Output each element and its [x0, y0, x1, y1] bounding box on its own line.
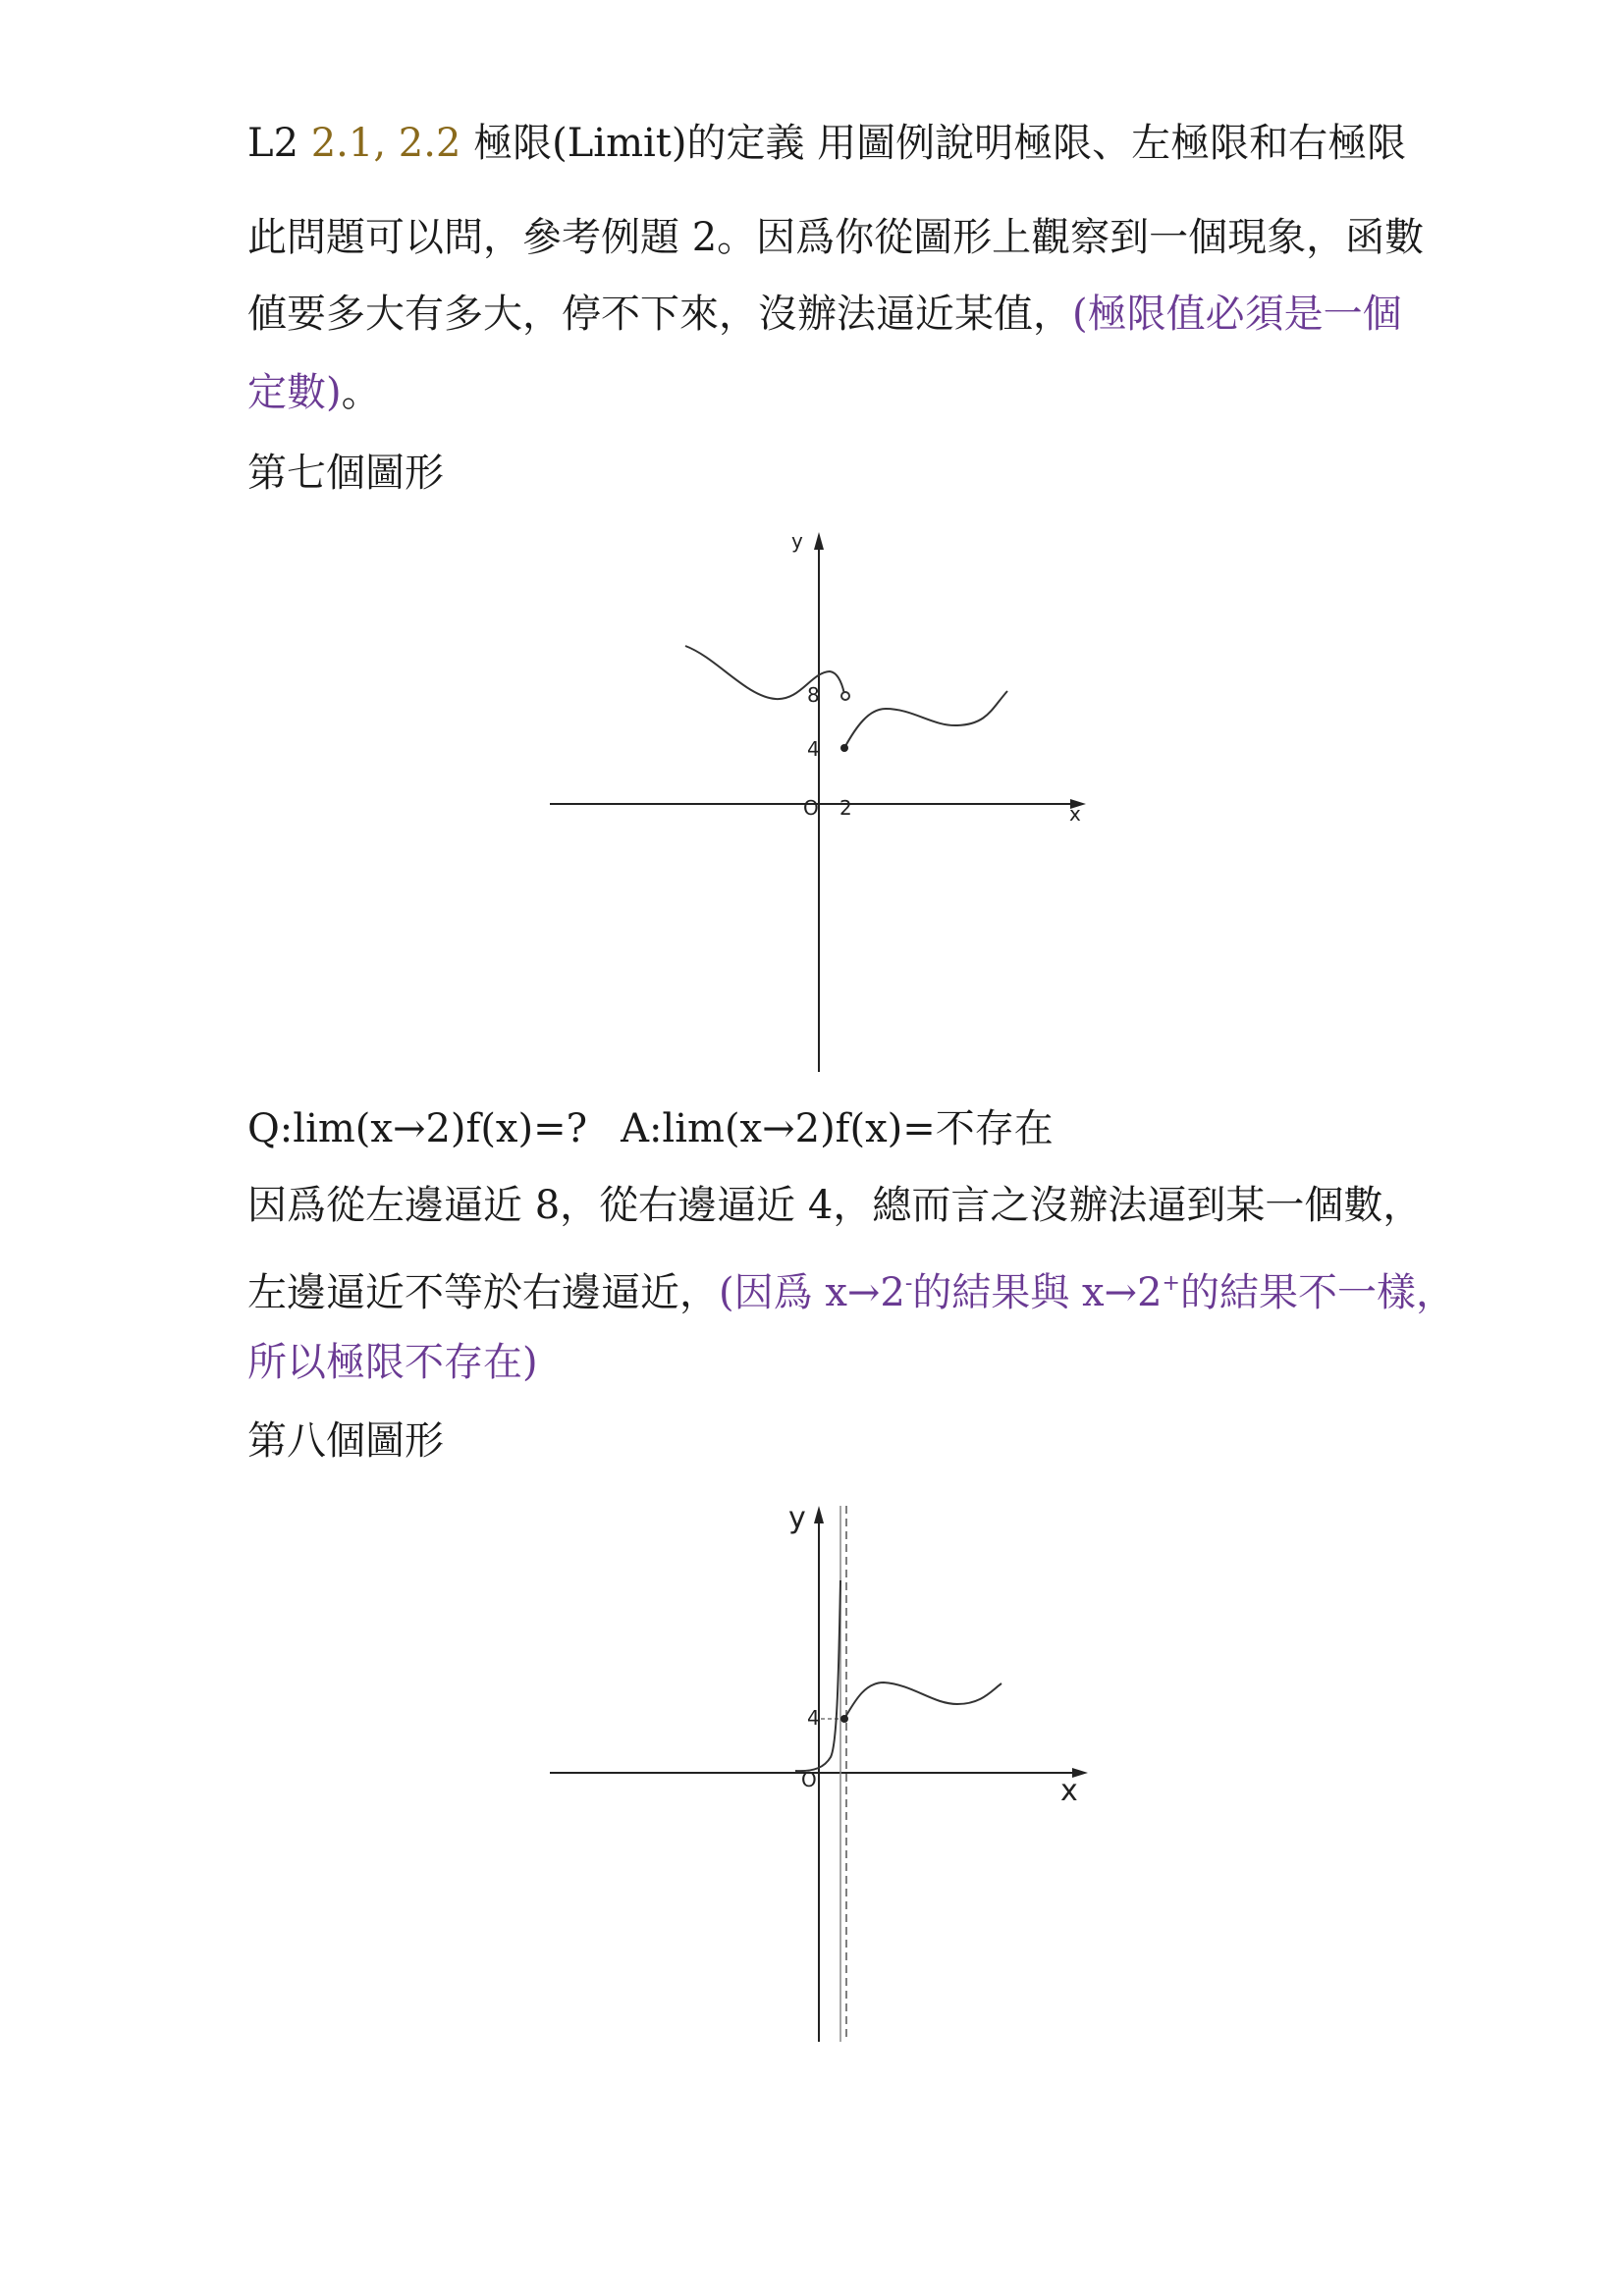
answer-text: A:lim(x→2)f(x)=不存在 [621, 1106, 1054, 1151]
figure-7-y-tick-8: 8 [807, 683, 820, 707]
heading-title: 極限(Limit)的定義 用圖例說明極限、左極限和右極限 [460, 121, 1407, 166]
heading-prefix: L2 [247, 121, 311, 166]
heading-section-number: 2.1, 2.2 [310, 121, 461, 166]
figure-8-caption-text: 第八個圖形 [247, 1418, 444, 1464]
paragraph-2-text-1: 因爲從左邊逼近 8，從右邊逼近 4，總而言之沒辦法逼到某一個數， [247, 1183, 1423, 1228]
figure-7-x-tick-2: 2 [839, 796, 852, 820]
paragraph-2-sup-minus: - [904, 1271, 913, 1296]
paragraph-2-note-c: 的結果不一樣， [1179, 1270, 1455, 1315]
figure-8-y-label: y [788, 1501, 806, 1535]
figure-8-y-tick-4: 4 [807, 1706, 820, 1730]
figure-7-y-tick-4: 4 [807, 737, 820, 761]
figure-7-origin-label: O [803, 796, 819, 820]
figure-7-caption-text: 第七個圖形 [247, 451, 444, 496]
figure-8-origin-label: O [801, 1768, 817, 1791]
paragraph-1-text-2: 値要多大有多大，停不下來，沒辦法逼近某值， [247, 292, 1072, 337]
paragraph-2-note-b: 的結果與 x→2 [912, 1270, 1163, 1315]
figure-8-right-branch [844, 1682, 1001, 1719]
figure-8-filled-point [840, 1715, 848, 1723]
figure-7-y-label: y [791, 529, 803, 553]
question-text: Q:lim(x→2)f(x)=? [247, 1106, 588, 1151]
paragraph-1-note-a: (極限值必須是一個 [1072, 292, 1402, 337]
paragraph-1-end: 。 [341, 370, 381, 415]
paragraph-1-text-1: 此問題可以問，參考例題 2。因爲你從圖形上觀察到一個現象，函數 [247, 215, 1425, 260]
paragraph-2-text-2: 左邊逼近不等於右邊逼近， [247, 1270, 719, 1315]
paragraph-2-note-d: 所以極限不存在) [247, 1340, 538, 1385]
figure-7-x-label: x [1069, 802, 1081, 826]
paragraph-1-note-b: 定數) [247, 370, 342, 415]
figure-8-y-arrow [814, 1506, 824, 1523]
figure-8-x-label: x [1060, 1774, 1078, 1808]
paragraph-2-note-a: (因爲 x→2 [719, 1270, 905, 1315]
paragraph-2-sup-plus: + [1162, 1271, 1180, 1296]
